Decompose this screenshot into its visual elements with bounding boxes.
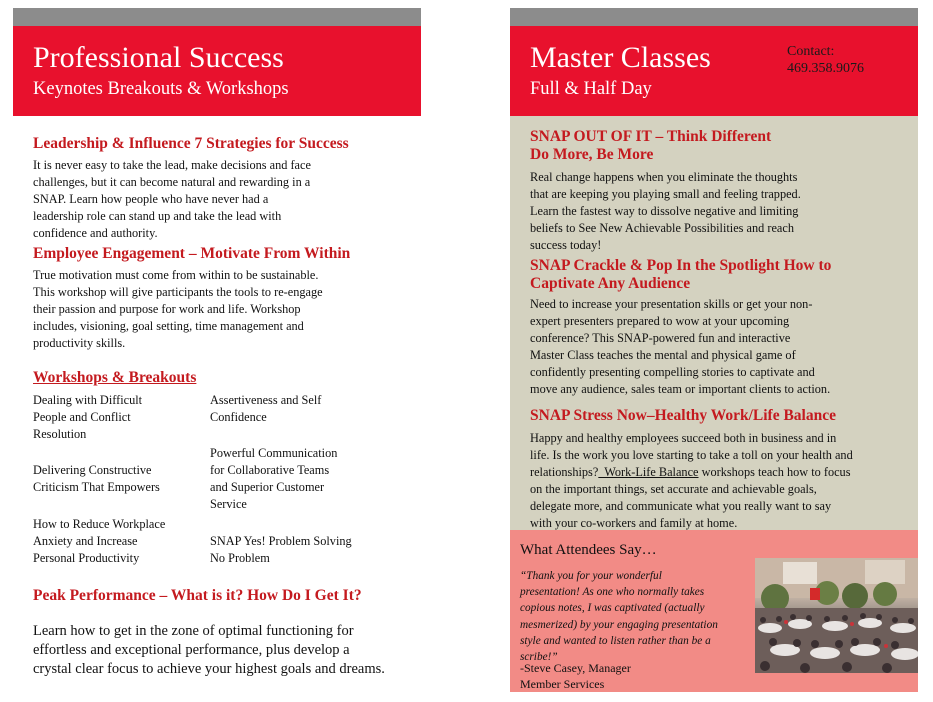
class-stress xyxy=(530,407,898,532)
testimonial-quote: “Thank you for your wonderful presentation! As one who normally takes copious notes, I was captivated (actually mesmerized) by your engaging presentation style and wanted to listen rather than be a scribe!” xyxy=(520,570,718,664)
body-line: effortless and exceptional performance, plus develop a xyxy=(33,642,350,658)
left-banner xyxy=(13,26,421,116)
body-line: expert presenters prepared to wow at your upcoming xyxy=(530,314,790,328)
class-snap-out xyxy=(530,128,898,254)
work-life-balance-link[interactable]: Work-Life Balance xyxy=(598,465,699,479)
right-title: Master Classes xyxy=(530,41,711,74)
section-workshops xyxy=(33,369,401,567)
body-line: Learn how to get in the zone of optimal functioning for xyxy=(33,623,354,639)
contact-label: Contact: xyxy=(787,44,835,59)
master-classes-panel xyxy=(510,116,918,530)
workshop-item: How to Reduce Workplace Anxiety and Increase Personal Productivity xyxy=(33,517,166,565)
left-panel xyxy=(13,8,421,679)
body-line: their passion and purpose for work and life. Workshop xyxy=(33,302,301,316)
body-line: challenges, but it can become natural and rewarding in a xyxy=(33,175,311,189)
attendees-title: What Attendees Say… xyxy=(520,542,657,558)
body-line: success today! xyxy=(530,238,602,252)
body-line: conference? This SNAP-powered fun and interactive xyxy=(530,331,791,345)
left-body xyxy=(13,116,421,679)
left-title: Professional Success xyxy=(33,41,284,74)
body-line: move any audience, sales team or important clients to action. xyxy=(530,382,831,396)
body-line: leadership role can stand up and take the lead with xyxy=(33,209,282,223)
class-crackle-pop xyxy=(530,257,898,398)
section-heading: Employee Engagement – Motivate From Within xyxy=(33,245,351,262)
body-line: confidence and authority. xyxy=(33,226,158,240)
body-line: Master Class teaches the mental and physical game of xyxy=(530,348,796,362)
workshop-item: Delivering Constructive Criticism That Empowers xyxy=(33,463,160,494)
testimonial-panel xyxy=(510,530,918,692)
contact-phone: 469.358.9076 xyxy=(787,61,864,76)
body-line: relationships? Work-Life Balance workshops teach how to focus xyxy=(530,465,851,479)
workshops-heading: Workshops & Breakouts xyxy=(33,369,197,386)
workshop-item: Powerful Communication for Collaborative Teams and Superior Customer Service xyxy=(210,446,338,511)
contact-info xyxy=(787,43,864,77)
class-heading: SNAP OUT OF IT – Think Different xyxy=(530,128,772,145)
peak-heading: Peak Performance – What is it? How Do I Get It? xyxy=(33,587,362,604)
section-engagement xyxy=(33,245,401,352)
body-line: True motivation must come from within to be sustainable. xyxy=(33,268,319,282)
body-line: on the important things, set accurate and achievable goals, xyxy=(530,482,817,496)
section-heading: Leadership & Influence 7 Strategies for Success xyxy=(33,135,349,152)
workshop-item: SNAP Yes! Problem Solving No Problem xyxy=(210,534,352,565)
body-line: includes, visioning, goal setting, time management and xyxy=(33,319,304,333)
body-line: productivity skills. xyxy=(33,336,126,350)
right-subtitle: Full & Half Day xyxy=(530,79,652,99)
body-line: beliefs to See New Achievable Possibilities and reach xyxy=(530,221,794,235)
left-top-bar xyxy=(13,8,421,26)
workshop-item: Assertiveness and Self Confidence xyxy=(210,393,322,424)
right-top-bar xyxy=(510,8,918,26)
workshops-grid xyxy=(33,392,401,567)
workshop-item: Dealing with Difficult People and Conflict Resolution xyxy=(33,393,143,441)
body-line: confidently presenting compelling stories to captivate and xyxy=(530,365,815,379)
section-leadership xyxy=(33,135,401,242)
right-panel xyxy=(510,8,918,692)
section-peak xyxy=(33,587,401,679)
body-line: This workshop will give participants the tools to re-engage xyxy=(33,285,323,299)
class-heading: SNAP Stress Now–Healthy Work/Life Balance xyxy=(530,407,836,424)
body-line: Happy and healthy employees succeed both in business and in xyxy=(530,431,837,445)
right-banner xyxy=(510,26,918,116)
audience-photo-art xyxy=(755,558,918,673)
body-line: delegate more, and communicate what you really want to say xyxy=(530,499,832,513)
audience-photo xyxy=(755,558,918,673)
body-line: Learn the fastest way to dissolve negative and limiting xyxy=(530,204,799,218)
body-line: crystal clear focus to achieve your highest goals and dreams. xyxy=(33,661,385,677)
body-line: SNAP. Learn how people who have never had a xyxy=(33,192,269,206)
body-line: It is never easy to take the lead, make decisions and face xyxy=(33,158,311,172)
body-line: Real change happens when you eliminate the thoughts xyxy=(530,170,798,184)
class-heading: Do More, Be More xyxy=(530,146,654,163)
body-line: with your co-workers and family at home. xyxy=(530,516,738,530)
testimonial-attribution: -Steve Casey, Manager Member Services xyxy=(520,661,631,691)
left-subtitle: Keynotes Breakouts & Workshops xyxy=(33,79,289,99)
body-line: that are keeping you playing small and feeling trapped. xyxy=(530,187,801,201)
class-heading: Captivate Any Audience xyxy=(530,275,691,292)
body-line: Need to increase your presentation skills or get your non- xyxy=(530,297,813,311)
class-heading: SNAP Crackle & Pop In the Spotlight How to xyxy=(530,257,832,274)
body-line: life. Is the work you love starting to take a toll on your health and xyxy=(530,448,853,462)
